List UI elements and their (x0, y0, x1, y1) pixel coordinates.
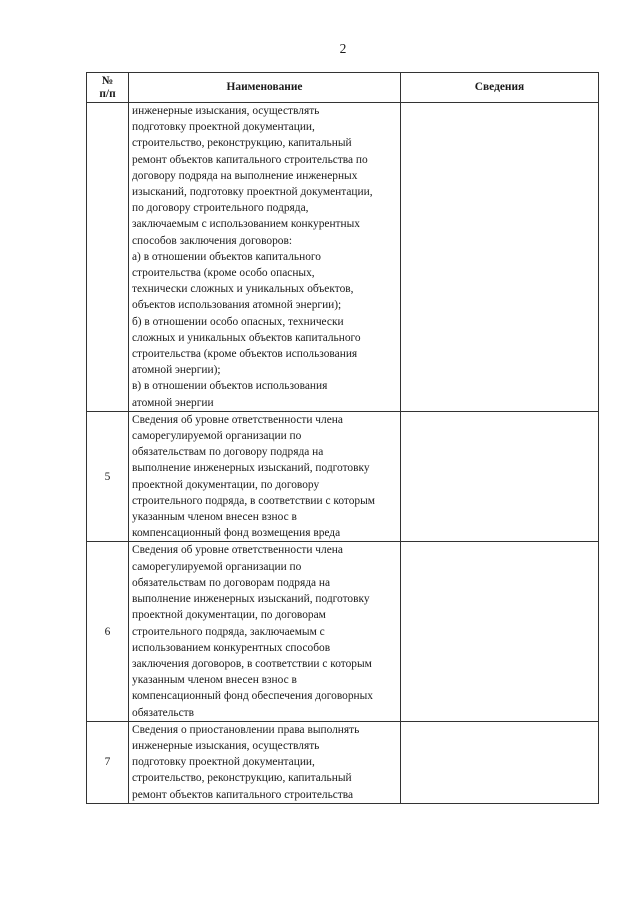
row-info (401, 721, 599, 803)
row-number (87, 103, 129, 412)
row-name: Сведения об уровне ответственности члена саморегулируемой организации по обязательствам по договорам подряда на выполнение инженерных изысканий, подготовку проектной документации, по договорам строительного подряда, заключаемым с использованием конкурентных способов заключения договоров, в соответствии с которым указанным членом внесен взнос в компенсационный фонд обеспечения договорных обязательств (129, 542, 401, 721)
row-name: Сведения о приостановлении права выполнять инженерные изыскания, осуществлять подготовку проектной документации, строительство, реконструкцию, капитальный ремонт объектов капитального строительства (129, 721, 401, 803)
page-number: 2 (339, 41, 347, 56)
table-row (87, 411, 599, 542)
row-info (401, 103, 599, 412)
table-row (87, 103, 599, 412)
row-number: 6 (87, 542, 129, 721)
table-row (87, 721, 599, 803)
table-row (87, 542, 599, 721)
row-number: 7 (87, 721, 129, 803)
info-table (86, 72, 599, 804)
table-header-row (87, 73, 599, 103)
row-name: инженерные изыскания, осуществлять подготовку проектной документации, строительство, реконструкцию, капитальный ремонт объектов капитального строительства по договору подряда на выполнение инженерных изысканий, подготовку проектной документации, по договору строительного подряда, заключаемым с использованием конкурентных способов заключения договоров: а) в отношении объектов капитального строительства (кроме особо опасных, технически сложных и уникальных объектов, объектов использования атомной энергии); б) в отношении особо опасных, технически сложных и уникальных объектов капитального строительства (кроме объектов использования атомной энергии); в) в отношении объектов использования атомной энергии (129, 103, 401, 412)
header-info: Сведения (401, 73, 599, 103)
row-info (401, 411, 599, 542)
row-info (401, 542, 599, 721)
row-number: 5 (87, 411, 129, 542)
header-number: № п/п (87, 73, 129, 103)
row-name: Сведения об уровне ответственности члена саморегулируемой организации по обязательствам по договору подряда на выполнение инженерных изысканий, подготовку проектной документации, по договору строительного подряда, в соответствии с которым указанным членом внесен взнос в компенсационный фонд возмещения вреда (129, 411, 401, 542)
header-name: Наименование (129, 73, 401, 103)
